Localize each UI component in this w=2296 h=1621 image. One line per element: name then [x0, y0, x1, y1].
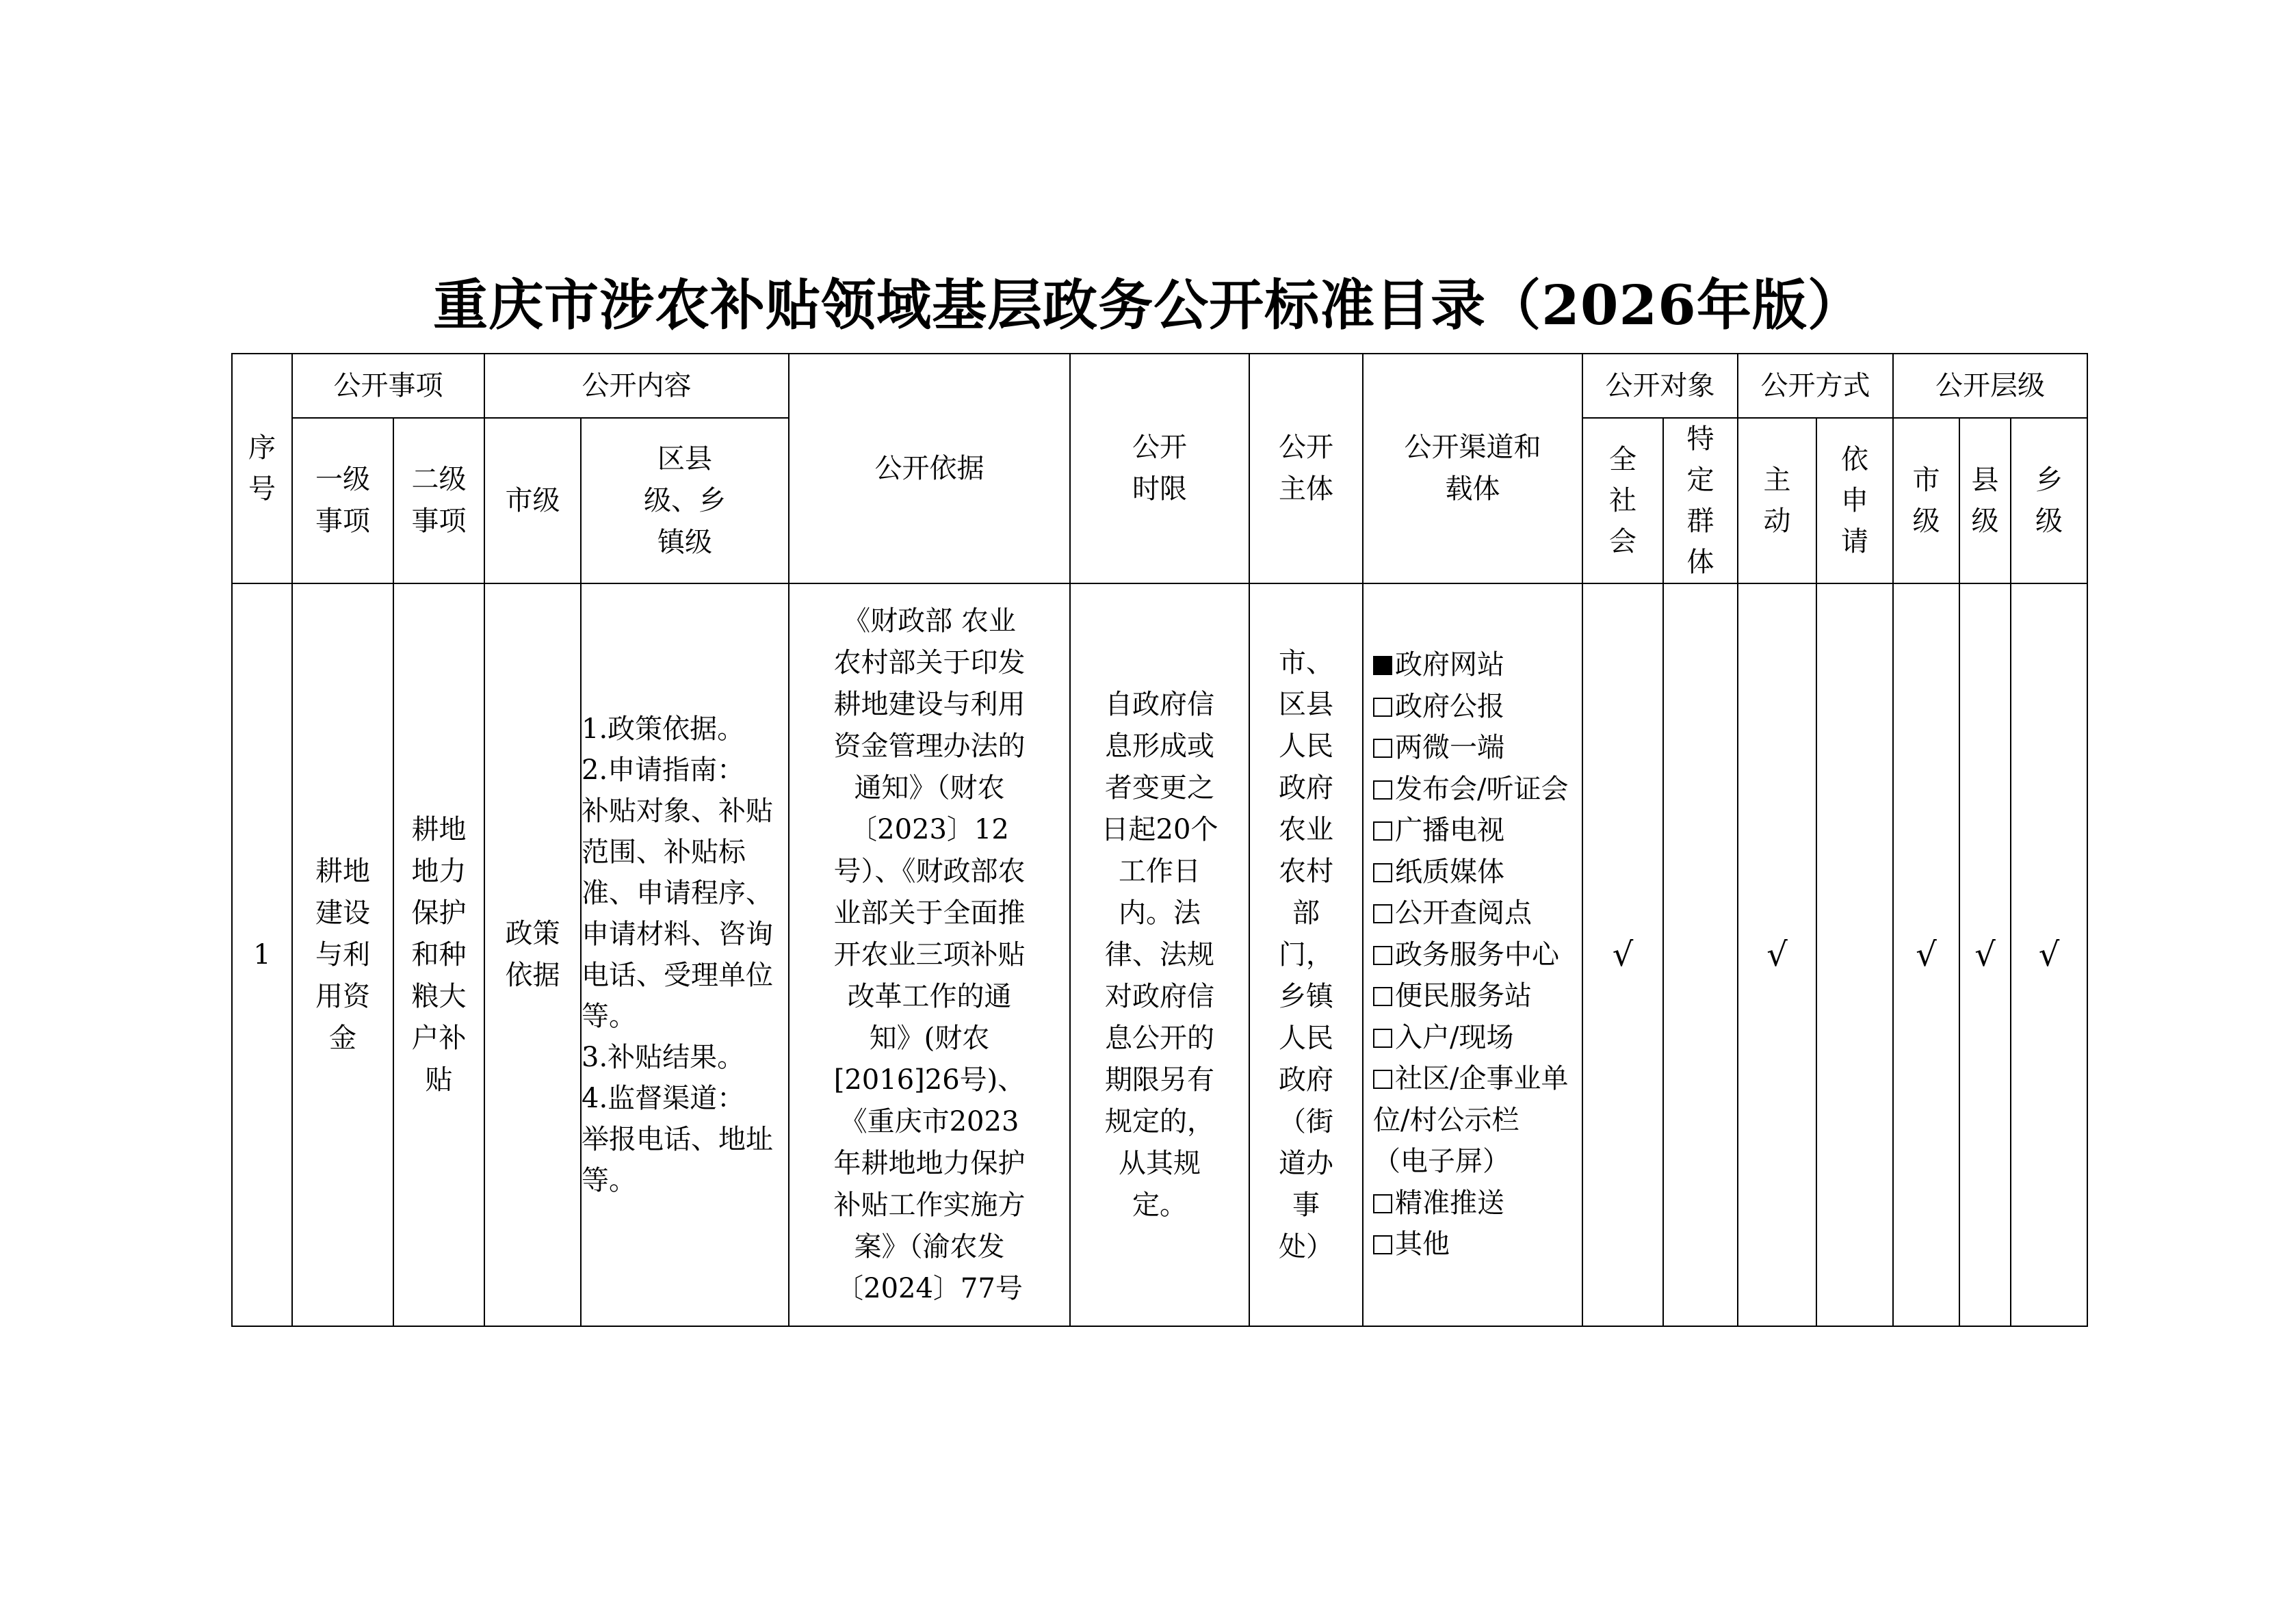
- cell-level-town: √: [2011, 583, 2087, 1326]
- checkbox-icon: [1373, 1070, 1392, 1089]
- channel-item: 政务服务中心: [1373, 934, 1572, 976]
- cell-basis: 《财政部 农业农村部关于印发耕地建设与利用资金管理办法的通知》（财农〔2023〕12号）、《财政部农业部关于全面推开农业三项补贴改革工作的通知》(财农[2016]26号)、《重庆市2023年耕地地力保护补贴工作实施方案》（渝农发〔2024〕77号: [789, 583, 1070, 1326]
- header-mode-group: 公开方式: [1738, 354, 1893, 418]
- header-county: 区县级、乡镇级: [581, 418, 789, 583]
- checkbox-icon: [1373, 863, 1392, 882]
- county-content-list: [582, 709, 788, 1201]
- cell-on-request: [1816, 583, 1893, 1326]
- list-item: 1.政策依据。: [582, 713, 745, 745]
- cell-level1: 耕地建设与利用资金: [292, 583, 393, 1326]
- checkbox-icon: [1373, 1029, 1392, 1048]
- list-item: 补贴对象、补贴范围、补贴标准、申请程序、申请材料、咨询电话、受理单位等。: [582, 795, 773, 1032]
- cell-level-city: √: [1893, 583, 1959, 1326]
- header-subject: 公开主体: [1249, 354, 1363, 583]
- channel-item: 两微一端: [1373, 727, 1572, 769]
- checkbox-icon: [1373, 698, 1392, 717]
- header-time-limit: 公开时限: [1070, 354, 1249, 583]
- header-items-group: 公开事项: [292, 354, 484, 418]
- channel-item: 发布会/听证会: [1373, 769, 1572, 810]
- header-specific-group: 特定群体: [1663, 418, 1738, 583]
- header-basis: 公开依据: [789, 354, 1070, 583]
- channel-item: 广播电视: [1373, 810, 1572, 852]
- header-level-city: 市级: [1893, 418, 1959, 583]
- catalog-table: [231, 353, 2088, 1327]
- checkbox-icon: [1373, 739, 1392, 758]
- header-level-county: 县级: [1959, 418, 2011, 583]
- channel-list: [1364, 639, 1582, 1271]
- cell-all-society: √: [1582, 583, 1663, 1326]
- page-title: 重庆市涉农补贴领域基层政务公开标准目录（2026年版）: [433, 273, 1863, 337]
- list-item: 4.监督渠道：: [582, 1083, 745, 1114]
- cell-subject: 市、区县人民政府农业农村部门，乡镇人民政府（街道办事处）: [1249, 583, 1363, 1326]
- checkbox-icon: [1373, 904, 1392, 923]
- list-item: 3.补贴结果。: [582, 1042, 745, 1073]
- cell-serial: 1: [232, 583, 292, 1326]
- checkbox-icon: [1373, 987, 1392, 1006]
- header-channels: 公开渠道和载体: [1363, 354, 1582, 583]
- cell-time-limit: 自政府信息形成或者变更之日起20个工作日内。法律、法规对政府信息公开的期限另有规定的，从其规定。: [1070, 583, 1249, 1326]
- cell-level2: 耕地地力保护和种粮大户补贴: [393, 583, 484, 1326]
- channel-item: 政府公报: [1373, 686, 1572, 728]
- cell-channels: [1363, 583, 1582, 1326]
- header-serial: 序号: [232, 354, 292, 583]
- checkbox-icon: [1373, 656, 1392, 675]
- header-content-group: 公开内容: [484, 354, 789, 418]
- channel-item: 便民服务站: [1373, 975, 1572, 1017]
- header-active: 主动: [1738, 418, 1816, 583]
- checkbox-icon: [1373, 821, 1392, 841]
- cell-level-county: √: [1959, 583, 2011, 1326]
- header-level2: 二级事项: [393, 418, 484, 583]
- checkbox-icon: [1373, 946, 1392, 965]
- header-level-group: 公开层级: [1893, 354, 2087, 418]
- cell-active: √: [1738, 583, 1816, 1326]
- channel-item: 纸质媒体: [1373, 852, 1572, 893]
- header-level-town: 乡级: [2011, 418, 2087, 583]
- header-on-request: 依申请: [1816, 418, 1893, 583]
- checkbox-icon: [1373, 780, 1392, 800]
- table-row: [232, 583, 2087, 1326]
- header-audience-group: 公开对象: [1582, 354, 1738, 418]
- list-item: 2.申请指南：: [582, 754, 745, 786]
- cell-city-content: 政策依据: [484, 583, 581, 1326]
- list-item: 举报电话、地址等。: [582, 1124, 773, 1196]
- header-all-society: 全社会: [1582, 418, 1663, 583]
- channel-item: 政府网站: [1373, 644, 1572, 686]
- header-level1: 一级事项: [292, 418, 393, 583]
- checkbox-icon: [1373, 1194, 1392, 1213]
- cell-county-content: [581, 583, 789, 1326]
- channel-item: 入户/现场: [1373, 1017, 1572, 1059]
- channel-item: 公开查阅点: [1373, 893, 1572, 934]
- channel-item: 其他: [1373, 1224, 1572, 1265]
- channel-item: 精准推送: [1373, 1183, 1572, 1224]
- header-city: 市级: [484, 418, 581, 583]
- cell-specific-group: [1663, 583, 1738, 1326]
- checkbox-icon: [1373, 1235, 1392, 1254]
- channel-item: 社区/企事业单位/村公示栏（电子屏）: [1373, 1063, 1569, 1178]
